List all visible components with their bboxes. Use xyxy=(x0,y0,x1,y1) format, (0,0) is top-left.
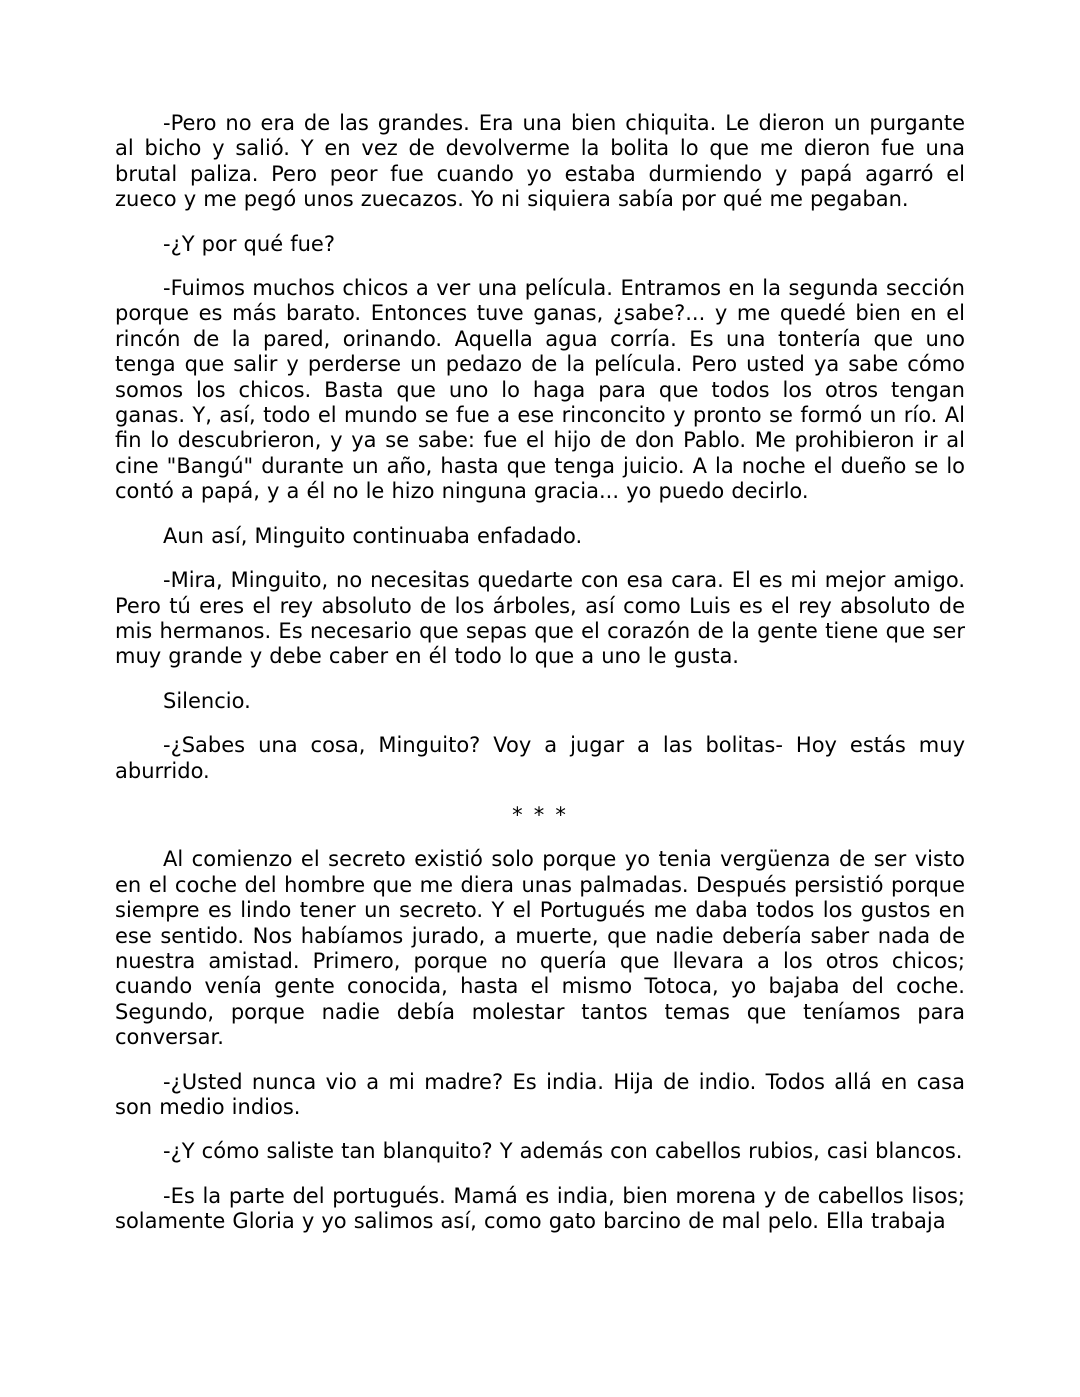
paragraph-narration: Silencio. xyxy=(163,688,251,713)
paragraph-dialogue: -¿Y cómo saliste tan blanquito? Y además con cabellos rubios, casi blancos. xyxy=(163,1139,963,1164)
paragraph-narration: Al comienzo el secreto existió solo porque yo tenia vergüenza de ser visto en el coche del hombre que me diera unas palmadas. Después persistió porque siempre es lindo tener un secreto. Y el Portugués me daba todos los gustos en ese sentido. Nos habíamos jurado, a muerte, que nadie debería saber nada de nuestra amistad. Primero, porque no quería que llevara a los otros chicos; cuando venía gente conocida, hasta el mismo Totoca, yo bajaba del coche. Segundo, porque nadie debía molestar tantos temas que teníamos para conversar. xyxy=(115,847,965,1050)
paragraph-dialogue: -¿Y por qué fue? xyxy=(163,231,335,256)
paragraph-narration: Aun así, Minguito continuaba enfadado. xyxy=(163,523,583,548)
paragraph-dialogue: -Mira, Minguito, no necesitas quedarte con esa cara. El es mi mejor amigo. Pero tú eres el rey absoluto de los árboles, así como Luis es el rey absoluto de mis hermanos. Es necesario que sepas que el corazón de la gente tiene que ser muy grande y debe caber en él todo lo que a uno le gusta. xyxy=(115,568,965,669)
paragraph-dialogue: -¿Sabes una cosa, Minguito? Voy a jugar a las bolitas- Hoy estás muy aburrido. xyxy=(115,733,965,783)
paragraph-dialogue: -¿Usted nunca vio a mi madre? Es india. Hija de indio. Todos allá en casa son medio indios. xyxy=(115,1069,965,1119)
section-separator: * * * xyxy=(512,802,568,827)
paragraph-dialogue: -Es la parte del portugués. Mamá es india, bien morena y de cabellos lisos; solamente Gloria y yo salimos así, como gato barcino de mal pelo. Ella trabaja xyxy=(115,1183,965,1234)
paragraph-dialogue: -Pero no era de las grandes. Era una bien chiquita. Le dieron un purgante al bicho y salió. Y en vez de devolverme la bolita lo que me dieron fue una brutal paliza. Pero peor fue cuando yo estaba durmiendo y papá agarró el zueco y me pegó unos zuecazos. Yo ni siquiera sabía por qué me pegaban. xyxy=(115,111,965,212)
paragraph-dialogue: -Fuimos muchos chicos a ver una película. Entramos en la segunda sección porque es más barato. Entonces tuve ganas, ¿sabe?... y me quedé bien en el rincón de la pared, orinando. Aquella agua corría. Es una tontería que uno tenga que salir y perderse un pedazo de la película. Pero usted ya sabe cómo somos los chicos. Basta que uno lo haga para que todos los otros tengan ganas. Y, así, todo el mundo se fue a ese rinconcito y pronto se formó un río. Al fin lo descubrieron, y ya se sabe: fue el hijo de don Pablo. Me prohibieron ir al cine "Bangú" durante un año, hasta que tenga juicio. A la noche el dueño se lo contó a papá, y a él no le hizo ninguna gracia... yo puedo decirlo. xyxy=(115,276,965,504)
